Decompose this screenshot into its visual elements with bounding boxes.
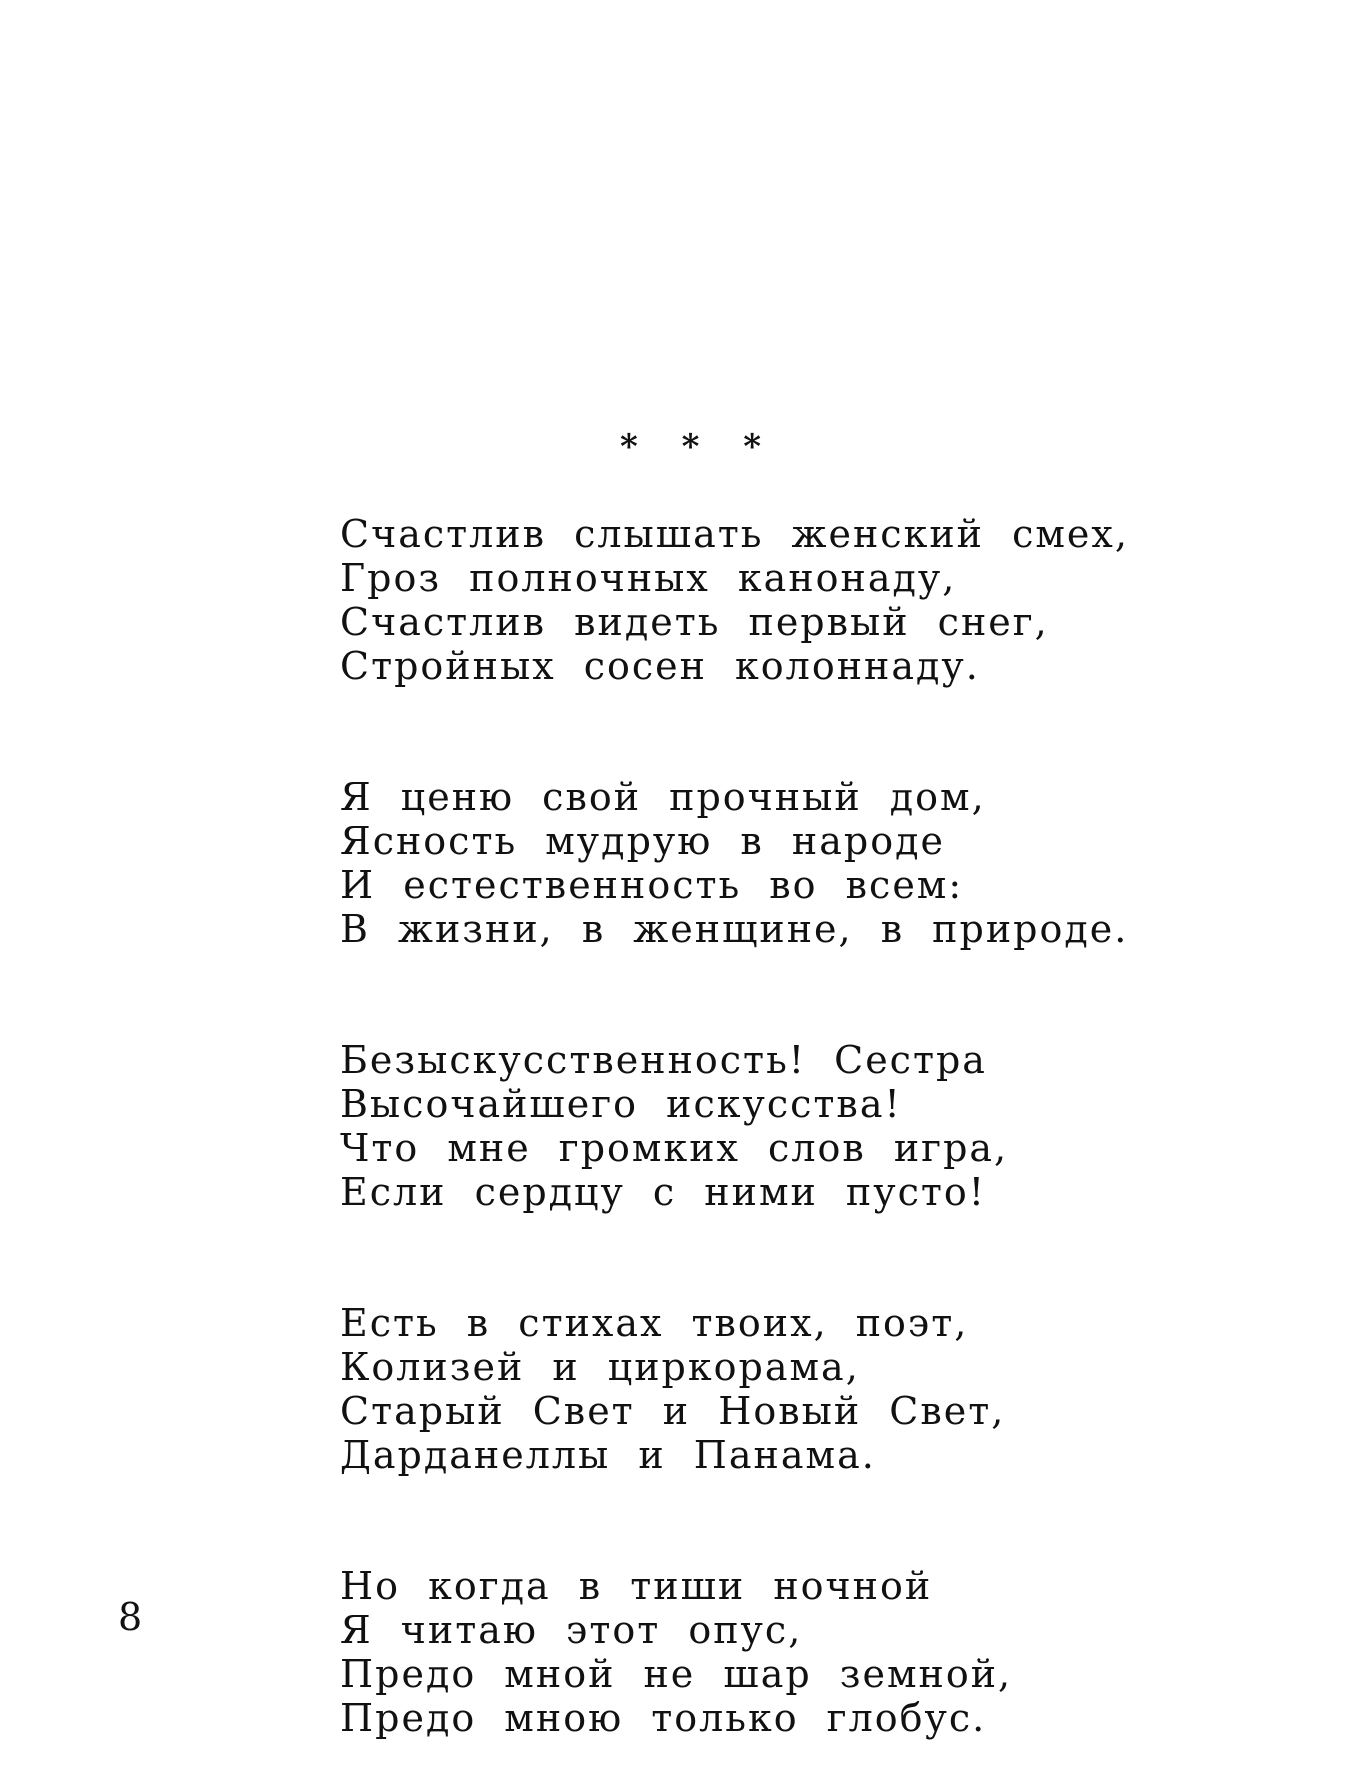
poem-line: Гроз полночных канонаду, xyxy=(340,556,957,600)
poem-line: Если сердцу с ними пусто! xyxy=(340,1170,987,1214)
poem-line: Счастлив слышать женский смех, xyxy=(340,512,1129,556)
poem-line: Предо мной не шар земной, xyxy=(340,1652,1013,1696)
poem-line: Высочайшего искусства! xyxy=(340,1082,902,1126)
poem-line: И естественность во всем: xyxy=(340,863,964,907)
poem-line: Колизей и циркорама, xyxy=(340,1345,860,1389)
stanza-1 xyxy=(340,512,1240,688)
poem-line: Но когда в тиши ночной xyxy=(340,1564,933,1608)
poem-line: Старый Свет и Новый Свет, xyxy=(340,1389,1006,1433)
section-separator: * * * xyxy=(620,427,778,467)
poem-line: Безыскусственность! Сестра xyxy=(340,1038,987,1082)
page-number: 8 xyxy=(118,1595,143,1639)
poem-line: Стройных сосен колоннаду. xyxy=(340,644,980,688)
poem-line: Счастлив видеть первый снег, xyxy=(340,600,1049,644)
poem-line: Предо мною только глобус. xyxy=(340,1696,987,1740)
poem-line: Я ценю свой прочный дом, xyxy=(340,775,986,819)
poem-line: Что мне громких слов игра, xyxy=(340,1126,1009,1170)
poem-line: Дарданеллы и Панама. xyxy=(340,1433,876,1477)
poem-line: Ясность мудрую в народе xyxy=(340,819,945,863)
stanza-3 xyxy=(340,1038,1240,1214)
poem-line: Есть в стихах твоих, поэт, xyxy=(340,1301,969,1345)
poem-line: Я читаю этот опус, xyxy=(340,1608,803,1652)
poem-line: В жизни, в женщине, в природе. xyxy=(340,907,1129,951)
stanza-5 xyxy=(340,1564,1240,1740)
poem xyxy=(340,512,1240,1740)
stanza-4 xyxy=(340,1301,1240,1477)
stanza-2 xyxy=(340,775,1240,951)
